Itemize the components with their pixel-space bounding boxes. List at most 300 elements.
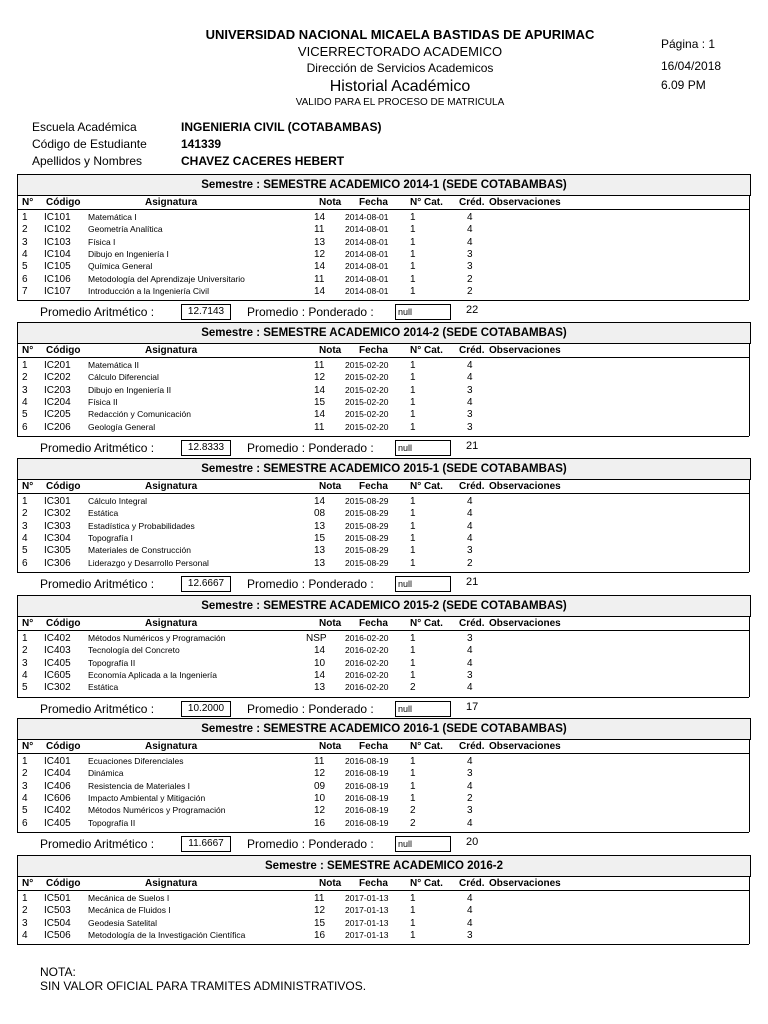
course-date: 2015-08-29 [345,520,389,531]
course-name: Estática [88,682,119,693]
course-code: IC305 [44,545,71,557]
course-date: 2015-02-20 [345,409,389,420]
col-header-grade: Nota [319,345,342,356]
course-attempt: 1 [410,545,416,557]
row-number: 7 [22,285,28,297]
col-header-subject: Asignatura [145,618,198,629]
course-credits: 3 [467,669,473,681]
course-code: IC405 [44,657,71,669]
course-attempt: 1 [410,236,416,248]
course-date: 2015-02-20 [345,372,389,383]
course-date: 2016-08-19 [345,756,389,766]
course-credits: 4 [467,396,473,408]
row-number: 5 [22,545,28,557]
col-header-code: Código [46,481,81,492]
student-code-label: Código de Estudiante [32,137,147,151]
course-name: Geometría Analítica [88,224,163,235]
course-attempt: 1 [410,384,416,396]
course-attempt: 1 [410,532,416,544]
col-header-cat: N° Cat. [410,878,443,889]
row-number: 3 [22,917,28,929]
prom-arit-value: 11.6667 [181,836,231,852]
course-grade: 10 [314,657,326,669]
col-header-date: Fecha [359,741,388,752]
course-code: IC302 [44,682,71,694]
col-header-obs: Observaciones [489,197,561,208]
course-credits: 4 [467,360,473,371]
col-header-subject: Asignatura [145,741,198,752]
course-attempt: 1 [410,273,416,285]
course-credits: 4 [467,893,473,904]
course-date: 2015-02-20 [345,396,389,407]
course-attempt: 1 [410,557,416,569]
course-attempt: 1 [410,929,416,941]
course-code: IC106 [44,273,71,285]
semester-title: Semestre : SEMESTRE ACADEMICO 2016-1 (SEDE COTABAMBAS) [17,718,751,740]
course-attempt: 1 [410,657,416,669]
table-bottom-border [17,832,749,833]
credits-total: 21 [466,575,479,588]
col-header-grade: Nota [319,618,342,629]
course-name: Dinámica [88,768,124,779]
table-bottom-border [17,436,749,437]
school-value: INGENIERIA CIVIL (COTABAMBAS) [181,120,382,134]
course-date: 2015-02-20 [345,421,389,432]
course-credits: 2 [467,557,473,569]
course-grade: 13 [314,557,326,569]
course-attempt: 1 [410,893,416,904]
prom-pond-value: null [395,836,451,852]
course-attempt: 1 [410,212,416,223]
col-header-credits: Créd. [459,345,485,356]
course-credits: 3 [467,409,473,421]
course-name: Geodesia Satelital [88,917,157,928]
course-date: 2016-02-20 [345,633,389,643]
course-name: Topografía I [88,532,133,543]
course-attempt: 1 [410,917,416,929]
course-code: IC403 [44,645,71,657]
course-credits: 2 [467,273,473,285]
row-number: 4 [22,929,28,941]
course-name: Química General [88,261,153,272]
course-attempt: 2 [410,817,416,829]
row-number: 1 [22,360,28,371]
course-grade: 09 [314,780,326,792]
col-header-subject: Asignatura [145,481,198,492]
row-number: 1 [22,633,28,644]
course-date: 2016-08-19 [345,805,389,816]
footer-note-label: NOTA: [40,965,76,979]
table-bottom-border [17,572,749,573]
course-name: Economía Aplicada a la Ingeniería [88,669,218,680]
course-code: IC401 [44,756,71,767]
course-grade: 11 [314,893,325,904]
col-header-subject: Asignatura [145,878,198,889]
col-header-cat: N° Cat. [410,481,443,492]
course-grade: 16 [314,817,326,829]
row-number: 2 [22,508,28,520]
direccion: Dirección de Servicios Academicos [306,61,494,75]
table-right-border [749,480,750,572]
course-date: 2014-08-01 [345,248,389,259]
col-header-obs: Observaciones [489,345,561,356]
course-attempt: 1 [410,496,416,507]
course-credits: 3 [467,545,473,557]
table-right-border [749,877,750,944]
course-credits: 3 [467,805,473,817]
table-left-border [17,196,18,300]
course-code: IC104 [44,248,71,260]
course-date: 2017-01-13 [345,917,389,928]
col-header-obs: Observaciones [489,618,561,629]
course-code: IC107 [44,285,71,297]
course-credits: 4 [467,657,473,669]
course-name: Matemática II [88,360,140,370]
course-attempt: 2 [410,805,416,817]
col-header-n: N° [22,345,34,356]
course-credits: 4 [467,780,473,792]
row-number: 2 [22,645,28,657]
course-credits: 4 [467,645,473,657]
course-date: 2014-08-01 [345,261,389,272]
student-name-value: CHAVEZ CACERES HEBERT [181,154,345,168]
row-number: 6 [22,817,28,829]
course-grade: 12 [314,248,326,260]
semester-title: Semestre : SEMESTRE ACADEMICO 2015-2 (SEDE COTABAMBAS) [17,595,751,617]
course-grade: 11 [314,224,325,236]
course-code: IC303 [44,520,71,532]
col-header-n: N° [22,878,34,889]
col-header-cat: N° Cat. [410,741,443,752]
col-header-grade: Nota [319,741,342,752]
credits-total: 22 [466,304,479,317]
prom-pond-value: null [395,440,451,456]
row-number: 4 [22,248,28,260]
course-credits: 3 [467,421,473,433]
course-code: IC101 [44,212,71,223]
col-header-code: Código [46,741,81,752]
course-code: IC302 [44,508,71,520]
course-code: IC503 [44,905,71,917]
course-credits: 4 [467,212,473,223]
course-attempt: 1 [410,669,416,681]
prom-arit-value: 10.2000 [181,701,231,717]
prom-arit-label: Promedio Aritmético : [40,836,155,851]
course-date: 2017-01-13 [345,893,389,903]
table-left-border [17,480,18,572]
course-attempt: 1 [410,645,416,657]
course-code: IC506 [44,929,71,941]
course-credits: 4 [467,496,473,507]
course-date: 2016-08-19 [345,792,389,803]
page-subtitle: VALIDO PARA EL PROCESO DE MATRICULA [295,97,505,108]
course-code: IC206 [44,421,71,433]
table-right-border [749,740,750,832]
course-attempt: 1 [410,360,416,371]
semester-title: Semestre : SEMESTRE ACADEMICO 2015-1 (SEDE COTABAMBAS) [17,458,751,480]
credits-total: 21 [466,439,479,452]
course-attempt: 1 [410,372,416,384]
semester-title: Semestre : SEMESTRE ACADEMICO 2016-2 [17,855,751,877]
course-date: 2016-08-19 [345,780,389,791]
row-number: 2 [22,372,28,384]
row-number: 2 [22,768,28,780]
course-code: IC301 [44,496,71,507]
school-label: Escuela Académica [32,120,137,134]
course-name: Métodos Numéricos y Programación [88,805,226,816]
col-header-obs: Observaciones [489,741,561,752]
course-code: IC605 [44,669,71,681]
course-grade: 14 [314,384,326,396]
course-date: 2016-08-19 [345,768,389,779]
col-header-subject: Asignatura [145,197,198,208]
vicerrectorado: VICERRECTORADO ACADEMICO [297,44,503,59]
course-name: Topografía II [88,817,136,828]
course-credits: 4 [467,682,473,694]
course-grade: 08 [314,508,326,520]
col-header-obs: Observaciones [489,481,561,492]
page-title: Historial Académico [329,78,471,95]
prom-pond-value: null [395,576,451,592]
table-right-border [749,617,750,697]
prom-arit-value: 12.7143 [181,304,231,320]
student-code-value: 141339 [181,137,222,151]
row-number: 6 [22,273,28,285]
col-header-code: Código [46,197,81,208]
col-header-subject: Asignatura [145,345,198,356]
course-credits: 4 [467,917,473,929]
course-date: 2016-02-20 [345,657,389,668]
course-code: IC402 [44,633,71,644]
course-name: Física II [88,396,118,407]
course-date: 2015-08-29 [345,545,389,556]
course-grade: 11 [314,421,325,433]
course-attempt: 1 [410,248,416,260]
table-left-border [17,344,18,436]
course-attempt: 1 [410,261,416,273]
row-number: 2 [22,224,28,236]
course-attempt: 1 [410,768,416,780]
row-number: 5 [22,409,28,421]
col-header-n: N° [22,741,34,752]
course-grade: 14 [314,496,326,507]
col-header-grade: Nota [319,878,342,889]
page-number: Página : 1 [661,37,716,51]
course-grade: 13 [314,682,326,694]
course-grade: 15 [314,917,326,929]
course-name: Dibujo en Ingeniería I [88,248,169,259]
course-date: 2016-02-20 [345,645,389,656]
col-header-cat: N° Cat. [410,345,443,356]
row-number: 6 [22,421,28,433]
course-code: IC304 [44,532,71,544]
table-left-border [17,877,18,944]
row-number: 3 [22,384,28,396]
row-number: 1 [22,756,28,767]
col-header-cat: N° Cat. [410,197,443,208]
course-attempt: 1 [410,508,416,520]
prom-pond-label: Promedio : Ponderado : [247,701,374,716]
row-number: 3 [22,236,28,248]
course-credits: 2 [467,792,473,804]
course-name: Redacción y Comunicación [88,409,191,420]
course-code: IC404 [44,768,71,780]
course-credits: 2 [467,285,473,297]
course-name: Topografía II [88,657,136,668]
course-grade: 14 [314,285,326,297]
col-header-n: N° [22,481,34,492]
header-divider [17,890,749,891]
col-header-date: Fecha [359,618,388,629]
prom-arit-label: Promedio Aritmético : [40,440,155,455]
semester-title: Semestre : SEMESTRE ACADEMICO 2014-2 (SEDE COTABAMBAS) [17,322,751,344]
course-name: Introducción a la Ingeniería Civil [88,285,209,296]
course-credits: 4 [467,520,473,532]
col-header-obs: Observaciones [489,878,561,889]
course-grade: 16 [314,929,326,941]
course-credits: 4 [467,372,473,384]
course-credits: 3 [467,261,473,273]
course-name: Impacto Ambiental y Mitigación [88,792,206,803]
course-date: 2017-01-13 [345,905,389,916]
course-code: IC306 [44,557,71,569]
course-attempt: 1 [410,285,416,297]
course-attempt: 1 [410,780,416,792]
table-left-border [17,617,18,697]
prom-arit-value: 12.8333 [181,440,231,456]
col-header-code: Código [46,618,81,629]
course-date: 2015-02-20 [345,384,389,395]
course-grade: 14 [314,669,326,681]
course-attempt: 1 [410,905,416,917]
course-attempt: 1 [410,792,416,804]
prom-arit-label: Promedio Aritmético : [40,701,155,716]
course-credits: 3 [467,248,473,260]
prom-pond-label: Promedio : Ponderado : [247,305,374,320]
col-header-date: Fecha [359,345,388,356]
course-name: Metodología del Aprendizaje Universitario [88,273,245,284]
course-grade: 15 [314,396,326,408]
course-attempt: 1 [410,421,416,433]
course-credits: 4 [467,817,473,829]
course-attempt: 1 [410,409,416,421]
course-name: Física I [88,236,116,247]
table-right-border [749,344,750,436]
course-name: Ecuaciones Diferenciales [88,756,184,766]
course-credits: 4 [467,905,473,917]
course-attempt: 1 [410,756,416,767]
course-code: IC105 [44,261,71,273]
course-date: 2014-08-01 [345,236,389,247]
course-date: 2017-01-13 [345,929,389,940]
course-credits: 4 [467,532,473,544]
prom-pond-value: null [395,701,451,717]
course-attempt: 2 [410,682,416,694]
course-code: IC501 [44,893,71,904]
course-code: IC205 [44,409,71,421]
col-header-cat: N° Cat. [410,618,443,629]
row-number: 2 [22,905,28,917]
course-name: Estadística y Probabilidades [88,520,195,531]
row-number: 3 [22,780,28,792]
course-name: Materiales de Construcción [88,545,191,556]
course-date: 2015-08-29 [345,508,389,519]
col-header-n: N° [22,197,34,208]
course-name: Dibujo en Ingeniería II [88,384,172,395]
prom-pond-value: null [395,304,451,320]
col-header-code: Código [46,345,81,356]
course-name: Cálculo Diferencial [88,372,159,383]
row-number: 1 [22,496,28,507]
header-divider [17,209,749,210]
course-code: IC102 [44,224,71,236]
course-date: 2016-02-20 [345,682,389,693]
col-header-credits: Créd. [459,197,485,208]
print-date: 16/04/2018 [661,59,722,73]
course-grade: 12 [314,905,326,917]
university-title: UNIVERSIDAD NACIONAL MICAELA BASTIDAS DE APURIMAC [205,27,595,42]
col-header-grade: Nota [319,481,342,492]
course-name: Geología General [88,421,156,432]
course-name: Metodología de la Investigación Científica [88,929,246,940]
header-divider [17,630,749,631]
col-header-credits: Créd. [459,481,485,492]
course-name: Métodos Numéricos y Programación [88,633,226,643]
course-code: IC406 [44,780,71,792]
col-header-date: Fecha [359,878,388,889]
col-header-credits: Créd. [459,878,485,889]
course-credits: 3 [467,633,473,644]
col-header-date: Fecha [359,197,388,208]
prom-arit-value: 12.6667 [181,576,231,592]
row-number: 1 [22,212,28,223]
table-right-border [749,196,750,300]
col-header-credits: Créd. [459,618,485,629]
course-name: Matemática I [88,212,137,222]
col-header-code: Código [46,878,81,889]
course-grade: 13 [314,520,326,532]
course-attempt: 1 [410,520,416,532]
table-left-border [17,740,18,832]
course-grade: 13 [314,545,326,557]
course-attempt: 1 [410,633,416,644]
course-grade: 13 [314,236,326,248]
course-date: 2015-08-29 [345,557,389,568]
course-credits: 3 [467,929,473,941]
course-date: 2015-02-20 [345,360,389,370]
prom-pond-label: Promedio : Ponderado : [247,836,374,851]
course-name: Tecnología del Concreto [88,645,180,656]
course-grade: NSP [306,633,327,644]
course-code: IC402 [44,805,71,817]
course-credits: 4 [467,224,473,236]
course-grade: 12 [314,372,326,384]
course-grade: 11 [314,756,325,767]
header-divider [17,493,749,494]
course-attempt: 1 [410,396,416,408]
print-time: 6.09 PM [661,78,706,92]
course-credits: 4 [467,756,473,767]
course-name: Mecánica de Fluidos I [88,905,171,916]
col-header-n: N° [22,618,34,629]
col-header-date: Fecha [359,481,388,492]
row-number: 5 [22,261,28,273]
credits-total: 17 [466,700,479,713]
course-code: IC201 [44,360,71,371]
course-credits: 3 [467,384,473,396]
course-code: IC203 [44,384,71,396]
student-name-label: Apellidos y Nombres [32,154,143,168]
